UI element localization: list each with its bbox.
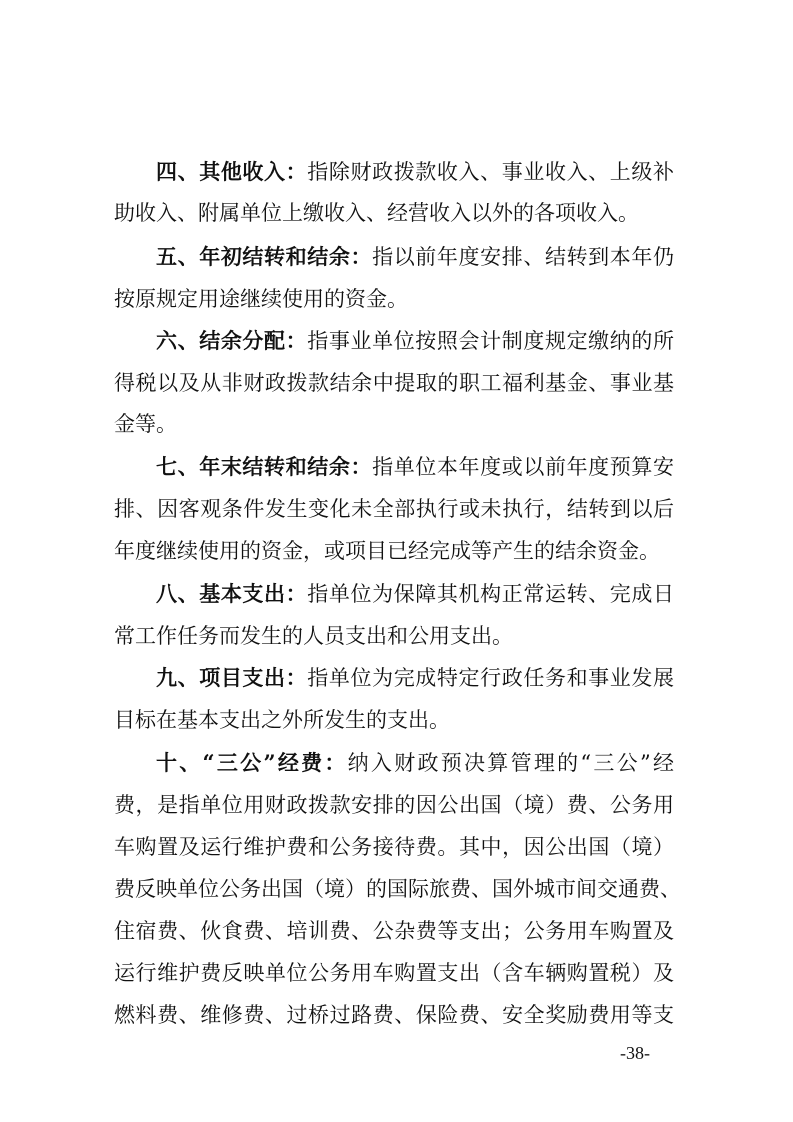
paragraph-line xyxy=(156,749,674,777)
paragraph-text: 指以前年度安排、结转到本年仍 xyxy=(372,245,675,269)
paragraph-line: 按原规定用途继续使用的资金。 xyxy=(114,287,408,311)
paragraph-text: 纳入财政预决算管理的“三公”经 xyxy=(347,751,674,775)
paragraph-line xyxy=(156,327,674,355)
paragraph-line: 住宿费、伙食费、培训费、公杂费等支出；公务用车购置及 xyxy=(114,919,674,943)
paragraph-line xyxy=(156,453,674,481)
paragraph-text: 指除财政拨款收入、事业收入、上级补 xyxy=(307,160,675,184)
paragraph-line xyxy=(156,580,674,608)
paragraph-line: 目标在基本支出之外所发生的支出。 xyxy=(114,708,450,732)
paragraph-text: 指事业单位按照会计制度规定缴纳的所 xyxy=(307,329,675,353)
paragraph-text: 指单位本年度或以前年度预算安 xyxy=(372,455,675,479)
paragraph-line: 车购置及运行维护费和公务接待费。其中，因公出国（境） xyxy=(114,835,674,859)
section-heading: 四、其他收入： xyxy=(156,159,308,184)
section-heading: 八、基本支出： xyxy=(156,581,308,606)
section-heading: 七、年末结转和结余： xyxy=(156,454,373,479)
paragraph-line: 年度继续使用的资金，或项目已经完成等产生的结余资金。 xyxy=(114,539,660,563)
paragraph-line: 常工作任务而发生的人员支出和公用支出。 xyxy=(114,624,513,648)
paragraph-line xyxy=(156,158,674,186)
paragraph-line: 金等。 xyxy=(114,412,177,436)
paragraph-line: 得税以及从非财政拨款结余中提取的职工福利基金、事业基 xyxy=(114,371,674,395)
paragraph-line: 排、因客观条件发生变化未全部执行或未执行，结转到以后 xyxy=(114,497,674,521)
paragraph-line xyxy=(156,243,674,271)
section-heading: 九、项目支出： xyxy=(156,665,308,690)
section-heading: 十、“三公”经费： xyxy=(156,750,348,775)
paragraph-line xyxy=(156,664,674,692)
paragraph-line: 费反映单位公务出国（境）的国际旅费、国外城市间交通费、 xyxy=(114,877,681,901)
paragraph-line: 助收入、附属单位上缴收入、经营收入以外的各项收入。 xyxy=(114,201,639,225)
paragraph-line: 费，是指单位用财政拨款安排的因公出国（境）费、公务用 xyxy=(114,793,674,817)
paragraph-line: 运行维护费反映单位公务用车购置支出（含车辆购置税）及 xyxy=(114,961,674,985)
paragraph-line: 燃料费、维修费、过桥过路费、保险费、安全奖励费用等支 xyxy=(114,1003,674,1027)
page-number: -38- xyxy=(620,1043,650,1063)
section-heading: 六、结余分配： xyxy=(156,328,308,353)
paragraph-text: 指单位为保障其机构正常运转、完成日 xyxy=(307,582,675,606)
paragraph-text: 指单位为完成特定行政任务和事业发展 xyxy=(307,666,675,690)
section-heading: 五、年初结转和结余： xyxy=(156,244,373,269)
